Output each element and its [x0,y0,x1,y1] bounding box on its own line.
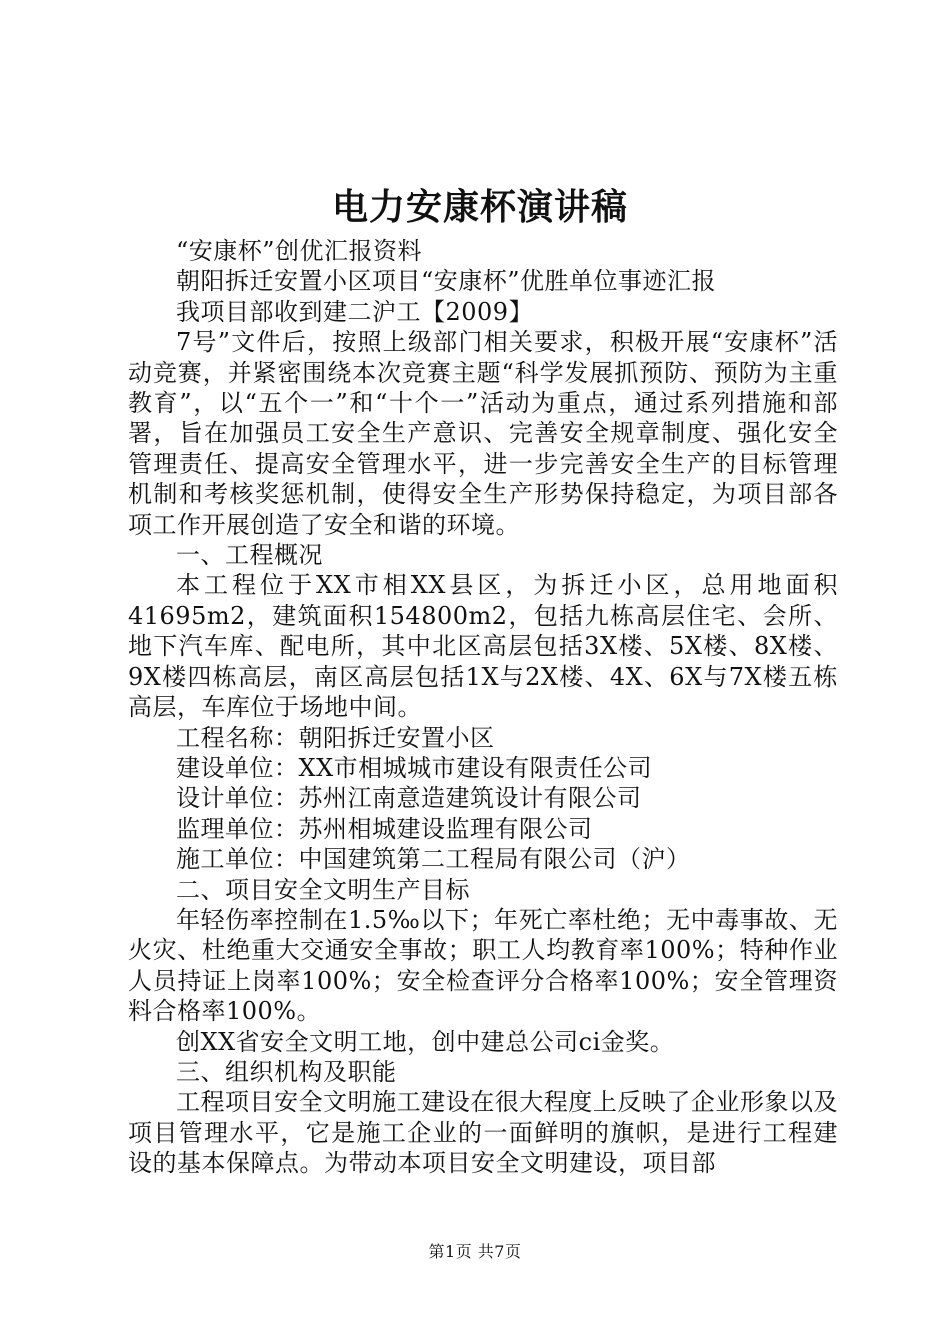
paragraph-supervisor: 监理单位：苏州相城建设监理有限公司 [176,814,593,843]
paragraph-overview-body: 本工程位于XX市相XX县区，为拆迁小区，总用地面积41695m2，建筑面积154800m2，包括九栋高层住宅、会所、地下汽车库、配电所，其中北区高层包括3X楼、5X楼、8X楼、9X楼四栋高层，南区高层包括1X与2X楼、4X、6X与7X楼五栋高层，车库位于场地中间。 [128,571,838,722]
paragraph-report-subtitle: 朝阳拆迁安置小区项目“安康杯”优胜单位事迹汇报 [176,267,717,296]
paragraph-report-heading: “安康杯”创优汇报资料 [176,237,423,265]
paragraph-designer: 设计单位：苏州江南意造建筑设计有限公司 [176,784,642,813]
document-title: 电力安康杯演讲稿 [331,186,628,228]
paragraph-builder: 建设单位：XX市相城城市建设有限责任公司 [176,753,653,782]
paragraph-project-name: 工程名称：朝阳拆迁安置小区 [176,723,495,752]
paragraph-awards-goal: 创XX省安全文明工地，创中建总公司ci金奖。 [176,1027,675,1056]
paragraph-intro-body: 7号”文件后，按照上级部门相关要求，积极开展“安康杯”活动竞赛，并紧密围绕本次竞赛主题“科学发展抓预防、预防为主重教育”，以“五个一”和“十个一”活动为重点，通过系列措施和部署，旨在加强员工安全生产意识、完善安全规章制度、强化安全管理责任、提高安全管理水平，进一步完善安全生产的目标管理机制和考核奖惩机制，使得安全生产形势保持稳定，为项目部各项工作开展创造了安全和谐的环境。 [128,328,838,539]
section-heading-safety-goals: 二、项目安全文明生产目标 [176,875,470,904]
paragraph-safety-goals-body: 年轻伤率控制在1.5‰以下；年死亡率杜绝；无中毒事故、无火灾、杜绝重大交通安全事故；职工人均教育率100%；特种作业人员持证上岗率100%；安全检查评分合格率100%；安全管理资料合格率100%。 [128,905,838,1026]
paragraph-organization-body: 工程项目安全文明施工建设在很大程度上反映了企业形象以及项目管理水平，它是施工企业的一面鲜明的旗帜，是进行工程建设的基本保障点。为带动本项目安全文明建设，项目部 [128,1088,838,1178]
paragraph-intro-line: 我项目部收到建二沪工【2009】 [176,297,534,326]
document-body [128,236,838,1179]
section-heading-organization: 三、组织机构及职能 [176,1057,397,1086]
page-footer: 第1页 共7页 [428,1242,522,1261]
paragraph-contractor: 施工单位：中国建筑第二工程局有限公司（沪） [176,845,691,874]
section-heading-overview: 一、工程概况 [176,541,323,570]
